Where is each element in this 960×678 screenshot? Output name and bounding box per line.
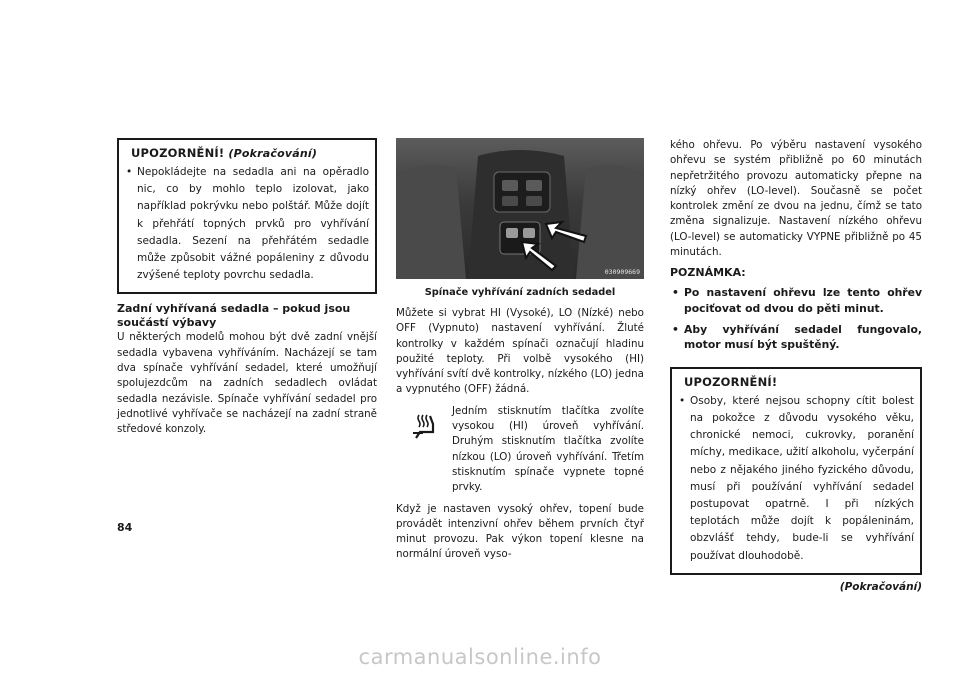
warning-box-continued [117,138,377,294]
section-body: U některých modelů mohou být dvě zadní vnější sedadla vybavena vyhříváním. Nacházejí se tam dva spínače vyhřívání sedadel, které umožňují spolujezdcům na zadních sedadlech ovládat sedadla nezávisle. Spínače vyhřívání sedadel pro jednotlivé vyhřívače se nacházejí na zadní straně středové konzoly. [117,331,377,436]
warning-bullets [125,164,369,284]
high-heat-paragraph: Když je nastaven vysoký ohřev, topení bude provádět intenzivní ohřev během prvních čtyř minut provozu. Pak výkon topení klesne na normální úroveň vyso- [396,502,644,561]
warning-title: UPOZORNĚNÍ! [684,374,778,389]
column-middle [396,138,644,563]
warning-bullet: • Nepokládejte na sedadla ani na opěradlo nic, co by mohlo teplo izolovat, jako například pokrývku nebo polštář. Může dojít k přehřátí topných prvků pro vyhřívání sedadla. Sezení na přehřátém sedadle může způsobit vážné popáleniny z důvodu zvýšené teploty povrchu sedadla. [125,164,369,284]
warning-title [131,146,369,160]
settings-paragraph: Můžete si vybrat HI (Vysoké), LO (Nízké) nebo OFF (Vypnuto) nastavení vyhřívání. Žluté kontrolky v každém spínači označují hladinu použité teploty. Při volbě vysokého (HI) vyhřívání svítí dvě kontrolky, nízkého (LO) jedna a vypnutého (OFF) žádná. [396,307,644,396]
auto-switch-paragraph: kého ohřevu. Po výběru nastavení vysokého ohřevu se systém přibližně po 60 minutách nepřetržitého provozu automaticky přepne na nízký ohřev (LO-level). Současně se počet kontrolek změní ze dvou na jednu, čímž se tato změna signalizuje. Nastavení nízkého ohřevu (LO-level) se automaticky VYPNE přibližně po 45 minutách. [670,139,922,259]
photo-code: 030909669 [604,268,640,276]
figure-caption: Spínače vyhřívání zadních sedadel [424,287,616,298]
console-illustration [396,138,644,279]
note-item: • Po nastavení ohřevu lze tento ohřev pociťovat od dvou do pěti minut. [670,285,922,316]
note-list [670,285,922,352]
watermark: carmanualsonline.info [358,645,602,669]
seat-heater-icon [410,412,438,440]
note-item: • Aby vyhřívání sedadel fungovalo, motor musí být spuštěný. [670,322,922,353]
continued-label: (Pokračování) [839,580,922,593]
note-title: POZNÁMKA: [670,266,746,280]
warning-box [670,367,922,575]
button-instructions-text: Jedním stisknutím tlačítka zvolíte vysokou (HI) úroveň vyhřívání. Druhým stisknutím tlačítka zvolíte nízkou (LO) úroveň vyhřívání. Třetím stisknutím spínače vypnete topné prvky. [452,404,644,494]
rear-seat-switch-photo [396,138,644,279]
section-heading: Zadní vyhřívaná sedadla – pokud jsou součástí výbavy [117,302,351,330]
column-left [117,138,377,438]
seat-heater-icon-wrap [396,404,452,496]
warning-bullets [678,393,914,565]
warning-title-text: UPOZORNĚNÍ! [131,146,225,160]
column-right [670,138,922,593]
button-instructions [396,404,644,496]
warning-continued-label: (Pokračování) [228,147,318,160]
warning-bullet: • Osoby, které nejsou schopny cítit bolest na pokožce z důvodu vysokého věku, chronické nemoci, cukrovky, poranění míchy, medikace, užití alkoholu, vyčerpání nebo z nějakého jiného fyzického důvodu, musí při používání vyhřívání sedadel postupovat opatrně. I při nízkých teplotách může dojít k popáleninám, obzvlášť tehdy, bude-li se vyhřívání používat dlouhodobě. [678,393,914,565]
page-number: 84 [117,521,133,534]
